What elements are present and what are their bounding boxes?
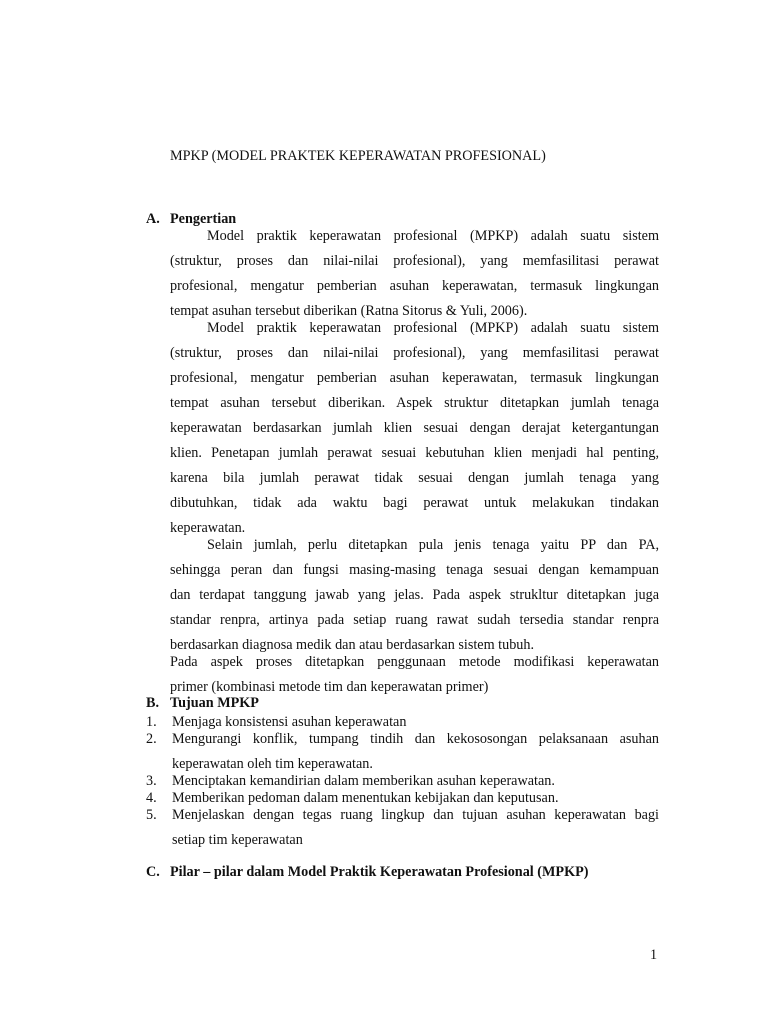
paragraph-line: profesional, mengatur pemberian asuhan keperawatan, termasuk lingkungan xyxy=(170,278,659,294)
section-a-heading: Pengertian xyxy=(170,211,237,227)
paragraph-line: tempat asuhan tersebut diberikan (Ratna Sitorus & Yuli, 2006). xyxy=(170,303,528,319)
paragraph-line: (struktur, proses dan nilai-nilai profesional), yang memfasilitasi perawat xyxy=(170,345,659,361)
paragraph-line: keperawatan. xyxy=(170,520,246,536)
section-b-heading: Tujuan MPKP xyxy=(170,695,259,711)
paragraph-line: Selain jumlah, perlu ditetapkan pula jenis tenaga yaitu PP dan PA, xyxy=(207,537,659,553)
paragraph-line: Pada aspek proses ditetapkan penggunaan metode modifikasi keperawatan xyxy=(170,654,659,670)
section-c-marker: C. xyxy=(146,864,160,880)
list-item-number: 3. xyxy=(146,773,157,789)
paragraph-line: profesional, mengatur pemberian asuhan keperawatan, termasuk lingkungan xyxy=(170,370,659,386)
paragraph-line: Model praktik keperawatan profesional (MPKP) adalah suatu sistem xyxy=(207,228,659,244)
list-item: Memberikan pedoman dalam menentukan kebijakan dan keputusan. xyxy=(172,790,559,806)
list-item-number: 1. xyxy=(146,714,157,730)
list-item: setiap tim keperawatan xyxy=(172,832,303,848)
page-number: 1 xyxy=(650,947,658,963)
list-item: Menciptakan kemandirian dalam memberikan asuhan keperawatan. xyxy=(172,773,555,789)
paragraph-line: Model praktik keperawatan profesional (MPKP) adalah suatu sistem xyxy=(207,320,659,336)
list-item-number: 2. xyxy=(146,731,157,747)
paragraph-line: tempat asuhan tersebut diberikan. Aspek struktur ditetapkan jumlah tenaga xyxy=(170,395,659,411)
list-item: Mengurangi konflik, tumpang tindih dan kekososongan pelaksanaan asuhan xyxy=(172,731,659,747)
section-a-marker: A. xyxy=(146,211,160,227)
list-item: Menjaga konsistensi asuhan keperawatan xyxy=(172,714,407,730)
paragraph-line: dan terdapat tanggung jawab yang jelas. Pada aspek strukltur ditetapkan juga xyxy=(170,587,659,603)
list-item: Menjelaskan dengan tegas ruang lingkup dan tujuan asuhan keperawatan bagi xyxy=(172,807,659,823)
paragraph-line: sehingga peran dan fungsi masing-masing tenaga sesuai dengan kemampuan xyxy=(170,562,659,578)
list-item-number: 4. xyxy=(146,790,157,806)
document-title: MPKP (MODEL PRAKTEK KEPERAWATAN PROFESIONAL) xyxy=(170,148,546,164)
paragraph-line: karena bila jumlah perawat tidak sesuai dengan jumlah tenaga yang xyxy=(170,470,659,486)
paragraph-line: dibutuhkan, tidak ada waktu bagi perawat untuk melakukan tindakan xyxy=(170,495,659,511)
section-b-marker: B. xyxy=(146,695,160,711)
list-item: keperawatan oleh tim keperawatan. xyxy=(172,756,373,772)
paragraph-line: primer (kombinasi metode tim dan keperawatan primer) xyxy=(170,679,489,695)
paragraph-line: (struktur, proses dan nilai-nilai profesional), yang memfasilitasi perawat xyxy=(170,253,659,269)
list-item-number: 5. xyxy=(146,807,157,823)
paragraph-line: standar renpra, artinya pada setiap ruang rawat sudah tersedia standar renpra xyxy=(170,612,659,628)
paragraph-line: keperawatan berdasarkan jumlah klien sesuai dengan derajat ketergantungan xyxy=(170,420,659,436)
paragraph-line: klien. Penetapan jumlah perawat sesuai kebutuhan klien menjadi hal penting, xyxy=(170,445,659,461)
paragraph-line: berdasarkan diagnosa medik dan atau berdasarkan sistem tubuh. xyxy=(170,637,535,653)
section-c-heading: Pilar – pilar dalam Model Praktik Keperawatan Profesional (MPKP) xyxy=(170,864,589,880)
